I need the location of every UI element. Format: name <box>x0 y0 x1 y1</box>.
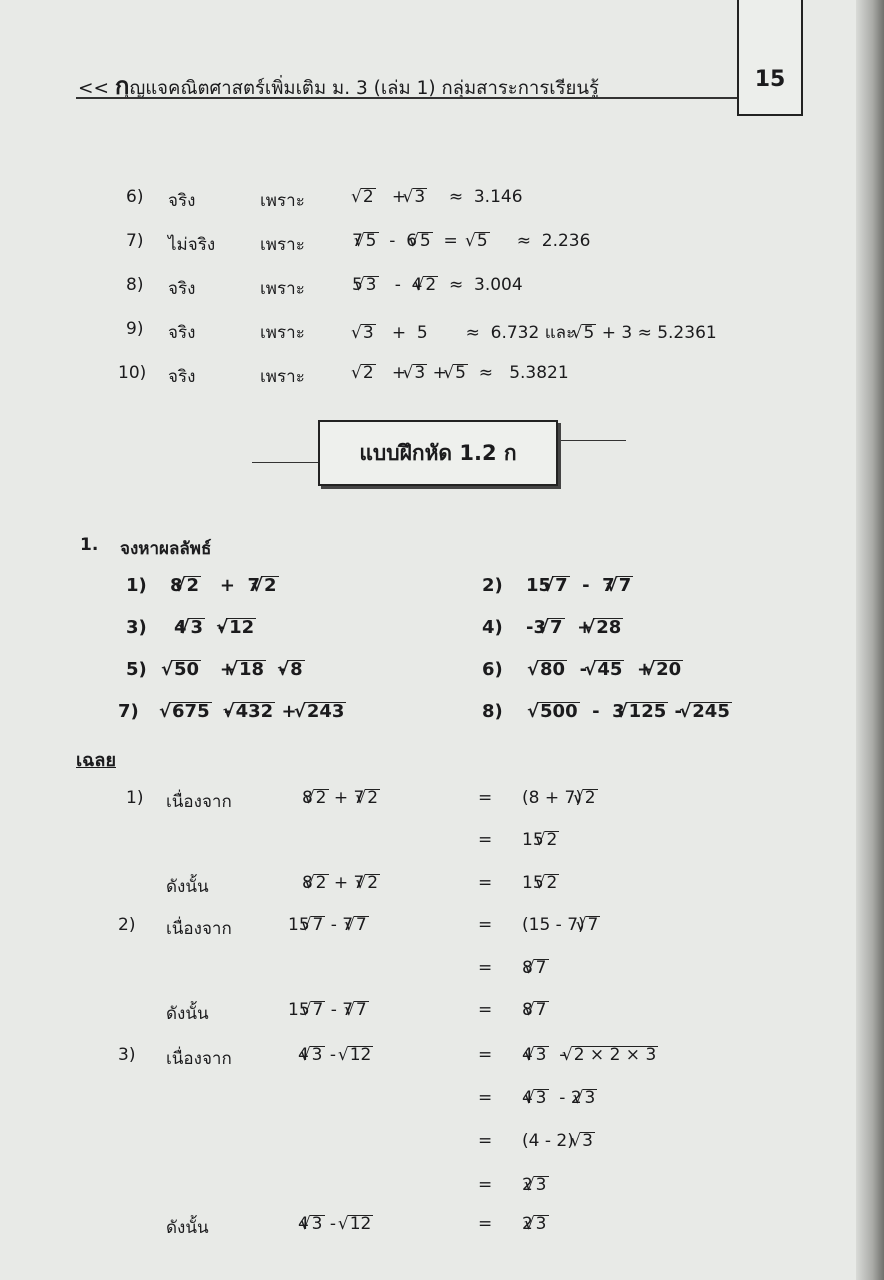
problem-num: 6) <box>482 659 503 680</box>
problem-num: 3) <box>126 617 147 638</box>
solution-lhs: 4√ 3 - √ 12 <box>298 1214 373 1234</box>
solution-num: 1) <box>126 788 144 808</box>
answer-verdict: จริง <box>168 191 196 211</box>
problem-7 <box>118 701 345 722</box>
answer-verdict: จริง <box>168 323 196 343</box>
solution-lhs: 15√ 7 - 7√ 7 <box>288 1000 369 1020</box>
problem-num: 5) <box>126 659 147 680</box>
running-header <box>78 66 599 105</box>
solution-lhs: 4√ 3 - √ 12 <box>298 1045 373 1065</box>
equals-sign: = <box>478 1000 493 1020</box>
answer-expr: 7√ 5 - 6√ 5 = √ 5 ≈ 2.236 <box>352 231 590 251</box>
problem-num: 4) <box>482 617 503 638</box>
answer-because: เพราะ <box>260 367 305 387</box>
answer-because: เพราะ <box>260 279 305 299</box>
problem-expr: 15√ 7 - 7√ 7 <box>526 575 633 596</box>
title-rule-left <box>252 462 322 463</box>
solution-step: (8 + 7)√ 2 <box>522 788 598 808</box>
answer-row-6 <box>126 187 523 211</box>
problem-num: 7) <box>118 701 139 722</box>
problem-6 <box>482 659 682 680</box>
since-label: เนื่องจาก <box>166 792 232 812</box>
solution-2-line-1 <box>118 915 599 939</box>
problem-expr: √ 675 -√ 432 + √ 243 <box>168 701 346 722</box>
answer-num: 9) <box>126 319 144 339</box>
problem-3 <box>126 617 255 638</box>
answer-because: เพราะ <box>260 235 305 255</box>
answer-row-9 <box>126 319 717 343</box>
answer-row-8 <box>126 275 523 299</box>
equals-sign: = <box>478 1214 493 1234</box>
problem-expr: 4√ 3 -√ 12 <box>174 617 256 638</box>
problem-num: 1) <box>126 575 147 596</box>
answer-expr: √ 2 + √ 3 + √ 5 ≈ 5.3821 <box>360 363 569 383</box>
exercise-title-box <box>318 420 558 486</box>
solution-step: 8√ 7 <box>522 958 549 978</box>
therefore-label: ดังนั้น <box>166 877 209 897</box>
equals-sign: = <box>478 1175 493 1195</box>
problem-num: 8) <box>482 701 503 722</box>
solution-result: 2√ 3 <box>522 1214 549 1234</box>
question-num: 1. <box>80 535 99 555</box>
solution-step: (4 - 2) √ 3 <box>522 1131 595 1151</box>
therefore-label: ดังนั้น <box>166 1004 209 1024</box>
answer-verdict: ไม่จริง <box>168 235 216 255</box>
answer-num: 6) <box>126 187 144 207</box>
solution-1-line-1 <box>126 788 596 812</box>
answer-num: 8) <box>126 275 144 295</box>
title-rule-right <box>554 440 626 441</box>
problem-num: 2) <box>482 575 503 596</box>
answer-because: เพราะ <box>260 323 305 343</box>
answer-expr: √ 3 + 5 ≈ 6.732 และ √ 5 + 3 ≈ 5.2361 <box>360 319 717 346</box>
equals-sign: = <box>478 1088 493 1108</box>
since-label: เนื่องจาก <box>166 1049 232 1069</box>
page-number-tab <box>737 0 803 116</box>
page-edge-shadow <box>856 0 884 1280</box>
equals-sign: = <box>478 958 493 978</box>
solution-lhs: 8√ 2 + 7√ 2 <box>302 788 380 808</box>
page-number: 15 <box>754 67 786 92</box>
problem-expr: √ 50 +√ 18 -√ 8 <box>170 659 305 680</box>
problem-5 <box>126 659 303 680</box>
equals-sign: = <box>478 1045 493 1065</box>
answer-row-10 <box>118 363 569 387</box>
solution-step: 15√ 2 <box>522 830 559 850</box>
solution-step: (15 - 7)√ 7 <box>522 915 600 935</box>
answer-verdict: จริง <box>168 367 196 387</box>
solution-result: 8√ 7 <box>522 1000 549 1020</box>
header-prefix: << <box>78 78 110 99</box>
problem-1 <box>126 575 277 596</box>
answer-expr: √ 2 + √ 3 ≈ 3.146 <box>360 187 523 207</box>
equals-sign: = <box>478 1131 493 1151</box>
header-logo-letter: ก <box>114 72 130 100</box>
exercise-title: แบบฝึกหัด 1.2 ก <box>359 440 517 465</box>
equals-sign: = <box>478 873 493 893</box>
question <box>80 535 212 559</box>
problem-expr: √ 500 - 3√ 125 - √ 245 <box>536 701 732 722</box>
answer-because: เพราะ <box>260 191 305 211</box>
solution-num: 2) <box>118 915 136 935</box>
since-label: เนื่องจาก <box>166 919 232 939</box>
equals-sign: = <box>478 788 493 808</box>
solution-heading: เฉลย <box>76 750 116 771</box>
problem-expr: √ 80 - √ 45 +√ 20 <box>536 659 683 680</box>
problem-2 <box>482 575 632 596</box>
answer-num: 10) <box>118 363 147 383</box>
answer-num: 7) <box>126 231 144 251</box>
equals-sign: = <box>478 915 493 935</box>
therefore-label: ดังนั้น <box>166 1218 209 1238</box>
header-rule <box>76 97 738 99</box>
solution-lhs: 15√ 7 - 7√ 7 <box>288 915 369 935</box>
solution-num: 3) <box>118 1045 136 1065</box>
problem-expr: 8√ 2 + 7√ 2 <box>170 575 279 596</box>
solution-step: 4√ 3 - 2√ 3 <box>522 1088 597 1108</box>
question-text: จงหาผลลัพธ์ <box>120 539 212 559</box>
header-title: ุญแจคณิตศาสตร์เพิ่มเติม ม. 3 (เล่ม 1) กลุ่มสาระการเรียนรู้ <box>129 78 599 99</box>
solution-result: 15√ 2 <box>522 873 559 893</box>
answer-verdict: จริง <box>168 279 196 299</box>
solution-lhs: 8√ 2 + 7√ 2 <box>302 873 380 893</box>
solution-3-line-1 <box>118 1045 657 1069</box>
problem-4 <box>482 617 622 638</box>
problem-8 <box>482 701 730 722</box>
problem-expr: -3√ 7 +√ 28 <box>526 617 623 638</box>
solution-step: 4√ 3 - √ 2 × 2 × 3 <box>522 1045 658 1065</box>
equals-sign: = <box>478 830 493 850</box>
solution-step: 2√ 3 <box>522 1175 549 1195</box>
answer-expr: 5√ 3 - 4√ 2 ≈ 3.004 <box>352 275 523 295</box>
answer-row-7 <box>126 231 591 255</box>
